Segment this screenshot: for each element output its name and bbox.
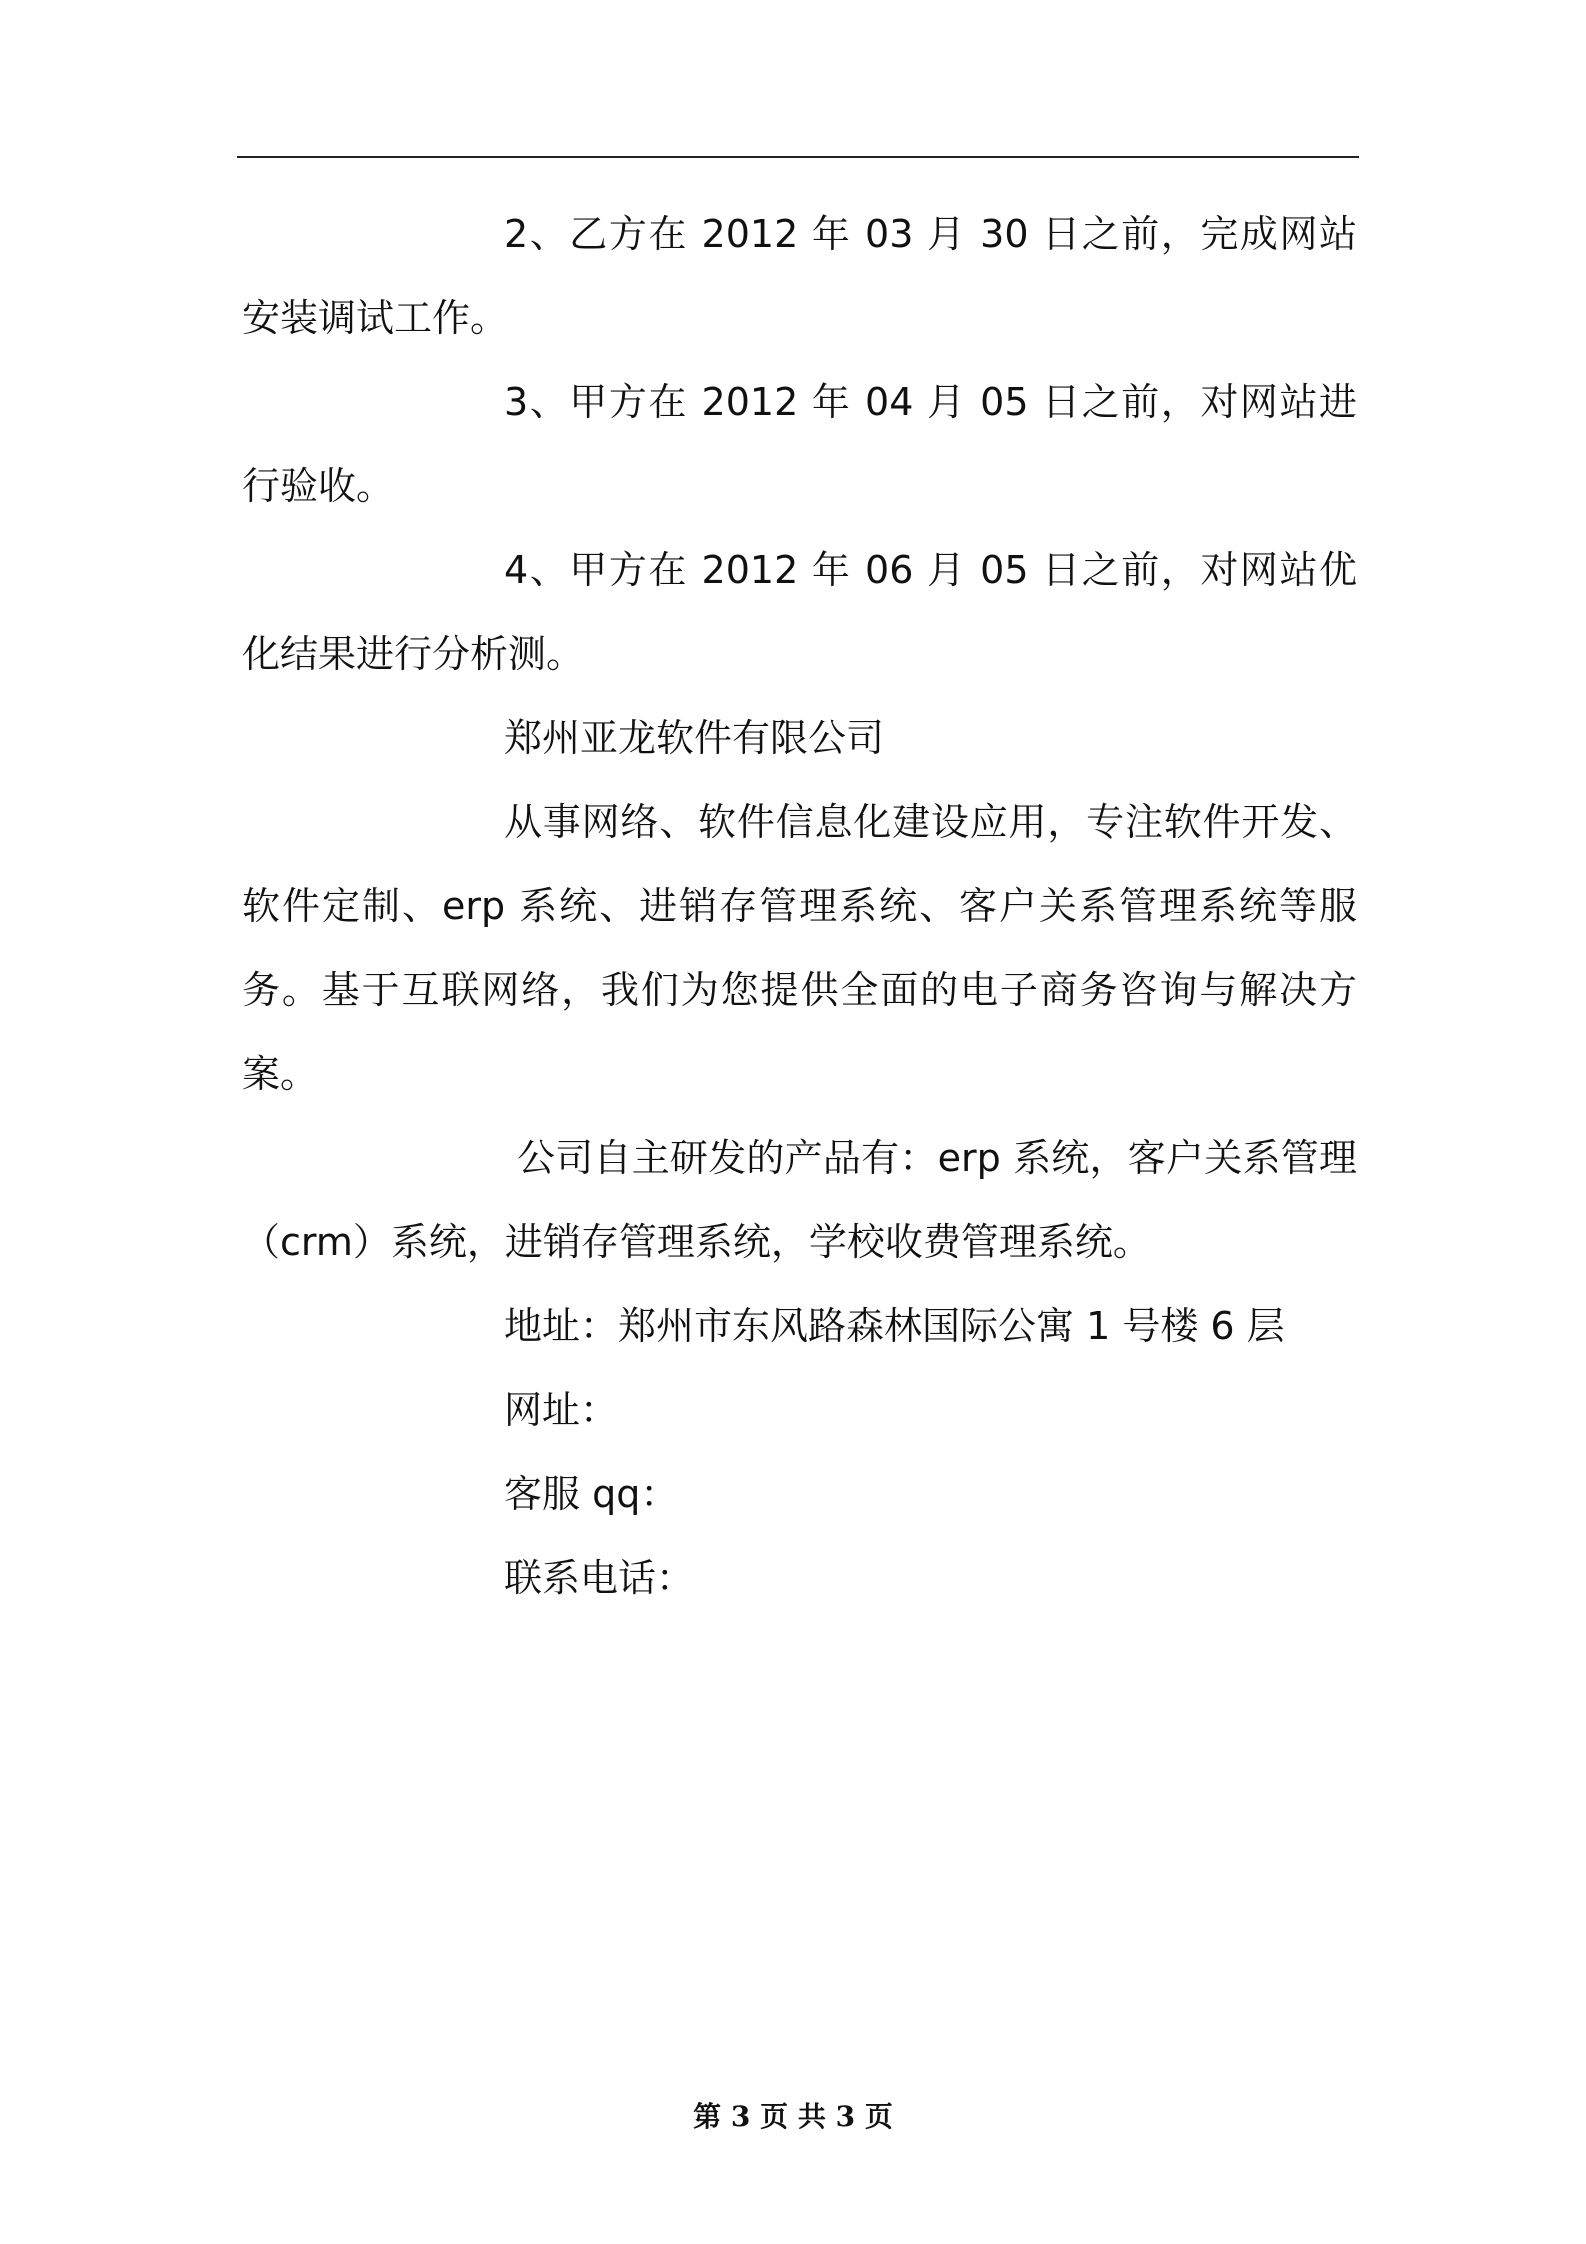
page-number: 第 3 页 共 3 页	[693, 2100, 893, 2133]
company-qq: 客服 qq：	[504, 1472, 679, 1516]
company-description: 从事网络、软件信息化建设应用，专注软件开发、软件定制、erp 系统、进销存管理系统、客户关系管理系统等服务。基于互联网络，我们为您提供全面的电子商务咨询与解决方案。	[242, 800, 1357, 1096]
company-name: 郑州亚龙软件有限公司	[504, 716, 885, 760]
paragraph-item-4: 4、甲方在 2012 年 06 月 05 日之前，对网站优化结果进行分析测。	[242, 548, 1357, 676]
company-address: 地址：郑州市东风路森林国际公寓 1 号楼 6 层	[504, 1304, 1285, 1348]
paragraph-item-2: 2、乙方在 2012 年 03 月 30 日之前，完成网站安装调试工作。	[242, 212, 1357, 340]
company-phone: 联系电话：	[504, 1556, 695, 1600]
document-body	[242, 192, 1357, 1620]
header-rule	[237, 156, 1359, 158]
company-website: 网址：	[504, 1388, 619, 1432]
company-products: 公司自主研发的产品有：erp 系统，客户关系管理（crm）系统，进销存管理系统，学校收费管理系统。	[242, 1136, 1357, 1264]
paragraph-item-3: 3、甲方在 2012 年 04 月 05 日之前，对网站进行验收。	[242, 380, 1357, 508]
